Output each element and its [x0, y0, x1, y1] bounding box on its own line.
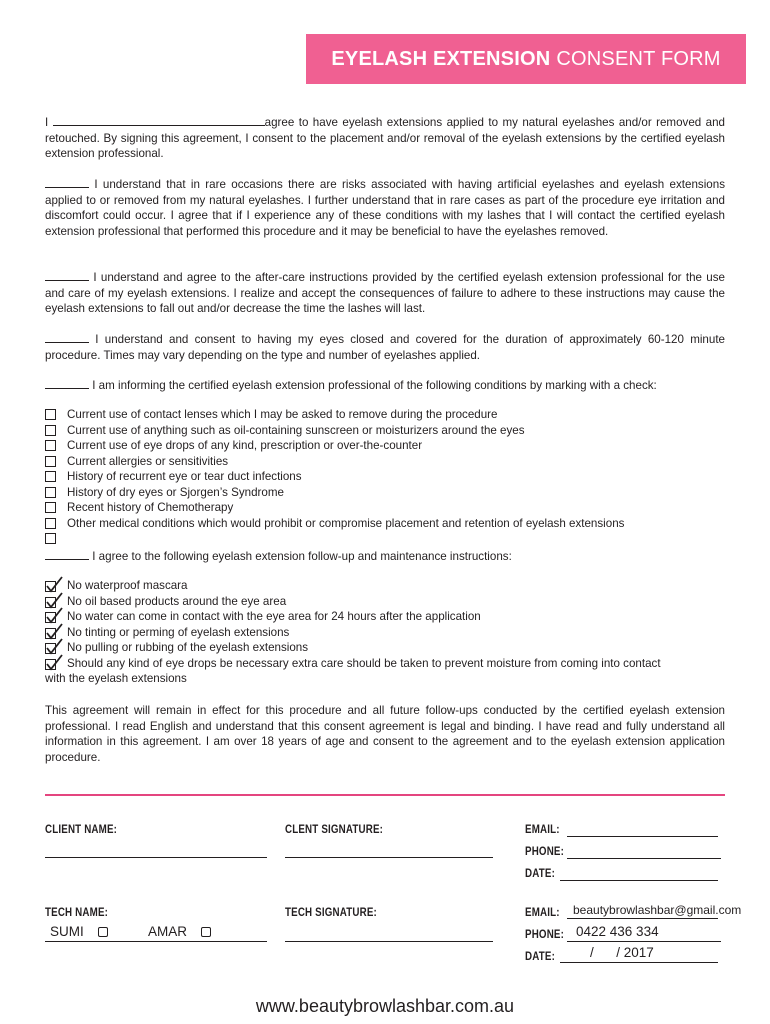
- tech-option-amar: AMAR: [148, 924, 188, 939]
- condition-checkbox[interactable]: [45, 456, 56, 467]
- checkmark-icon: [45, 654, 65, 672]
- condition-label: History of dry eyes or Sjorgen’s Syndrome: [67, 485, 284, 499]
- initial-blank-2[interactable]: [45, 269, 89, 281]
- client-phone-label: PHONE:: [525, 846, 565, 858]
- clause-followup-text: I agree to the following eyelash extension follow-up and maintenance instructions:: [92, 550, 512, 563]
- client-name-blank[interactable]: [53, 114, 265, 126]
- client-date-line[interactable]: [560, 880, 718, 881]
- tech-name-label: TECH NAME:: [45, 907, 109, 919]
- condition-checkbox[interactable]: [45, 533, 56, 544]
- condition-item: [45, 407, 725, 423]
- tech-phone-line[interactable]: [567, 941, 721, 942]
- client-name-label: CLIENT NAME:: [45, 824, 118, 836]
- instruction-item: [45, 594, 725, 610]
- condition-checkbox[interactable]: [45, 440, 56, 451]
- condition-checkbox[interactable]: [45, 518, 56, 529]
- instruction-item: [45, 578, 725, 594]
- tech-date-label: DATE:: [525, 951, 555, 963]
- client-signature-line[interactable]: [285, 857, 493, 858]
- intro-text: agree to have eyelash extensions applied to my natural eyelashes and/or removed and retouched. By signing this agreement, I consent to the placement and/or removal of the eyelash extensions by the certified eyelash extension professional.: [45, 116, 725, 161]
- client-phone-line[interactable]: [567, 858, 721, 859]
- tech-email-label: EMAIL:: [525, 907, 560, 919]
- condition-label: Other medical conditions which would prohibit or compromise placement and retention of eyelash extensions: [67, 516, 625, 530]
- tech-signature-label: TECH SIGNATURE:: [285, 907, 377, 919]
- clause-conditions: [45, 377, 725, 394]
- intro-prefix: I: [45, 116, 49, 129]
- clause-conditions-text: I am informing the certified eyelash extension professional of the following conditions by marking with a check:: [92, 379, 657, 392]
- condition-checkbox[interactable]: [45, 425, 56, 436]
- instruction-tail-row: [45, 671, 725, 687]
- client-email-line[interactable]: [567, 836, 718, 837]
- tech-amar-checkbox[interactable]: [201, 927, 211, 937]
- condition-label: Current allergies or sensitivities: [67, 454, 229, 468]
- clause-aftercare-text: I understand and agree to the after-care instructions provided by the certified eyelash extension professional for the use and care of my eyelash extensions. I realize and accept the consequences of failure to adhere to these instructions may cause the eyelash extensions to fall out and/or decrease the time the lashes will last.: [45, 271, 725, 316]
- instruction-label: No waterproof mascara: [67, 579, 188, 592]
- form-title-banner: [306, 34, 746, 84]
- conditions-list: [45, 407, 725, 547]
- initial-blank-4[interactable]: [45, 377, 89, 389]
- clause-duration-text: I understand and consent to having my eyes closed and covered for the duration of approximately 60-120 minute procedure. Times may vary depending on the type and number of eyelashes applied.: [45, 333, 725, 362]
- form-title-rest: CONSENT FORM: [556, 47, 721, 70]
- section-divider: [45, 794, 725, 796]
- condition-checkbox[interactable]: [45, 487, 56, 498]
- condition-label: Current use of eye drops of any kind, prescription or over-the-counter: [67, 439, 423, 452]
- condition-item: [45, 485, 725, 501]
- clause-risks-text: I understand that in rare occasions there are risks associated with having artificial eyelashes and eyelash extensions applied to or removed from my natural eyelashes. I further understand that in rare cases as part of the procedure eye irritation and discomfort could occur. I agree that if I experience any of these conditions with my lashes that I will contact the certified eyelash extension professional that performed this procedure and it may be beneficial to have the eyelashes removed.: [45, 178, 725, 238]
- instruction-label: No pulling or rubbing of the eyelash extensions: [67, 641, 309, 654]
- condition-item: [45, 423, 725, 439]
- condition-checkbox[interactable]: [45, 409, 56, 420]
- tech-date-line[interactable]: [560, 962, 718, 963]
- clause-followup: [45, 548, 725, 565]
- initial-blank-5[interactable]: [45, 548, 89, 560]
- condition-checkbox[interactable]: [45, 471, 56, 482]
- tech-signature-line[interactable]: [285, 941, 493, 942]
- instruction-label: No tinting or perming of eyelash extensions: [67, 625, 290, 639]
- instruction-item: [45, 609, 725, 625]
- instruction-item: [45, 625, 725, 641]
- condition-label: Current use of contact lenses which I may be asked to remove during the procedure: [67, 408, 498, 421]
- condition-item-empty: [45, 531, 725, 547]
- tech-name-line[interactable]: [45, 941, 267, 942]
- instruction-label: Should any kind of eye drops be necessary extra care should be taken to prevent moisture from coming into contact: [67, 656, 661, 670]
- tech-phone-label: PHONE:: [525, 929, 565, 941]
- condition-label: Recent history of Chemotherapy: [67, 501, 234, 514]
- instruction-tail: with the eyelash extensions: [45, 672, 187, 685]
- initial-blank-1[interactable]: [45, 176, 89, 188]
- tech-sumi-checkbox[interactable]: [98, 927, 108, 937]
- footer-website[interactable]: www.beautybrowlashbar.com.au: [255, 996, 515, 1016]
- tech-email-value: beautybrowlashbar@gmail.com: [573, 903, 742, 917]
- tech-date-value: / / 2017: [590, 945, 654, 960]
- client-name-line[interactable]: [45, 857, 267, 858]
- instruction-item: [45, 656, 725, 672]
- client-signature-label: CLENT SIGNATURE:: [285, 824, 384, 836]
- condition-item: [45, 454, 725, 470]
- agreement-paragraph: This agreement will remain in effect for this procedure and all future follow-ups conducted by the certified eyelash extension professional. I read English and understand that this consent agreement is legal and binding. I have read and fully understand all information in this agreement. I am over 18 years of age and consent to the agreement and to the eyelash extension application procedure.: [45, 704, 725, 764]
- form-title-bold: EYELASH EXTENSION: [331, 47, 551, 70]
- tech-phone-value: 0422 436 334: [576, 924, 659, 939]
- instruction-item: [45, 640, 725, 656]
- tech-option-sumi: SUMI: [50, 924, 84, 939]
- condition-item: [45, 438, 725, 454]
- instruction-label: No water can come in contact with the eye area for 24 hours after the application: [67, 610, 481, 623]
- instruction-label: No oil based products around the eye area: [67, 594, 287, 608]
- client-email-label: EMAIL:: [525, 824, 560, 836]
- tech-email-line[interactable]: [567, 918, 718, 919]
- intro-paragraph: [45, 114, 725, 162]
- clause-duration: [45, 331, 725, 363]
- condition-item: [45, 500, 725, 516]
- clause-aftercare: [45, 269, 725, 317]
- condition-label: History of recurrent eye or tear duct infections: [67, 470, 302, 483]
- condition-checkbox[interactable]: [45, 502, 56, 513]
- condition-item: [45, 516, 725, 532]
- condition-item: [45, 469, 725, 485]
- clause-risks: [45, 176, 725, 239]
- client-date-label: DATE:: [525, 868, 555, 880]
- condition-label: Current use of anything such as oil-containing sunscreen or moisturizers around the eyes: [67, 423, 525, 437]
- initial-blank-3[interactable]: [45, 331, 89, 343]
- instructions-list: [45, 578, 725, 687]
